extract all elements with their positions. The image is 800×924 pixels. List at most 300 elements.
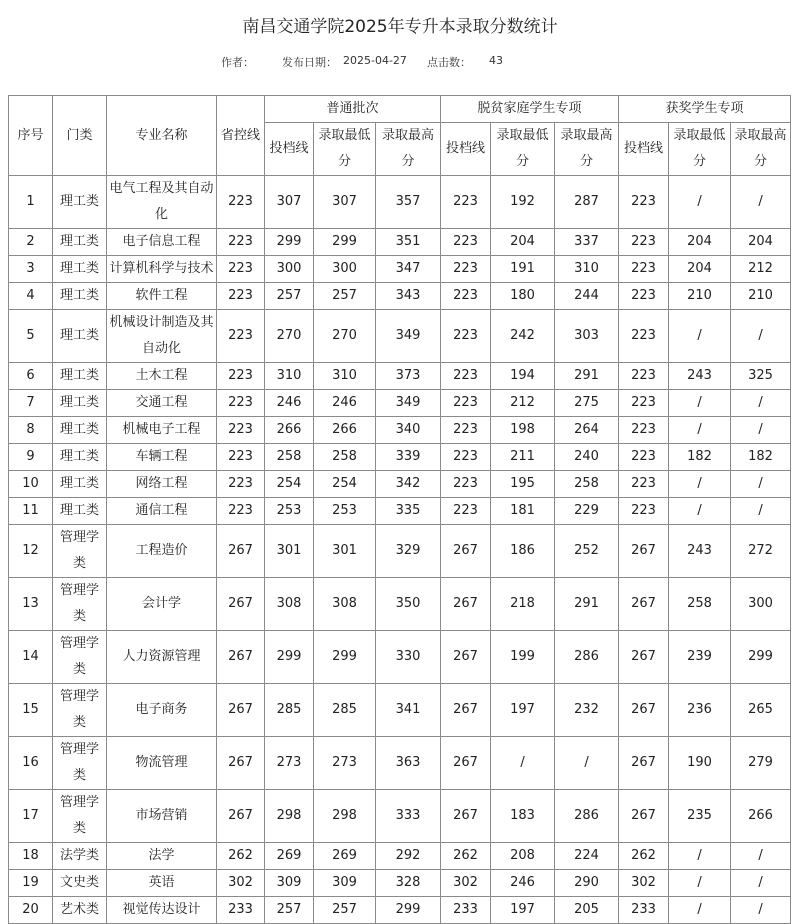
table-row [9, 525, 791, 578]
table-row [9, 578, 791, 631]
cell-poverty-max: 290 [555, 870, 619, 897]
cell-award-min: / [669, 310, 731, 363]
cell-regular-tdx: 300 [265, 256, 314, 283]
cell-award-max: / [731, 310, 791, 363]
cell-regular-min: 253 [314, 498, 376, 525]
cell-award-max: 300 [731, 578, 791, 631]
cell-award-tdx: 223 [619, 256, 669, 283]
cell-category: 理工类 [53, 176, 107, 229]
cell-control-line: 267 [217, 631, 265, 684]
cell-poverty-max: 205 [555, 897, 619, 924]
table-row [9, 444, 791, 471]
cell-major: 会计学 [107, 578, 217, 631]
cell-award-max: 279 [731, 737, 791, 790]
cell-category: 管理学类 [53, 631, 107, 684]
cell-major: 工程造价 [107, 525, 217, 578]
cell-regular-min: 257 [314, 283, 376, 310]
cell-poverty-tdx: 223 [441, 176, 491, 229]
cell-award-tdx: 223 [619, 310, 669, 363]
cell-poverty-min: 183 [491, 790, 555, 843]
cell-regular-max: 350 [376, 578, 441, 631]
cell-control-line: 223 [217, 471, 265, 498]
cell-major: 软件工程 [107, 283, 217, 310]
cell-award-max: / [731, 390, 791, 417]
cell-major: 物流管理 [107, 737, 217, 790]
cell-seq: 20 [9, 897, 53, 924]
header-category: 门类 [53, 96, 107, 176]
cell-award-tdx: 223 [619, 176, 669, 229]
cell-regular-min: 310 [314, 363, 376, 390]
cell-regular-max: 342 [376, 471, 441, 498]
cell-award-tdx: 267 [619, 737, 669, 790]
cell-category: 理工类 [53, 444, 107, 471]
cell-award-tdx: 223 [619, 363, 669, 390]
table-row [9, 870, 791, 897]
cell-award-tdx: 267 [619, 790, 669, 843]
cell-poverty-tdx: 223 [441, 390, 491, 417]
cell-poverty-min: 211 [491, 444, 555, 471]
cell-award-max: / [731, 897, 791, 924]
cell-category: 理工类 [53, 417, 107, 444]
cell-poverty-max: 291 [555, 578, 619, 631]
cell-award-min: / [669, 390, 731, 417]
cell-poverty-tdx: 223 [441, 283, 491, 310]
header-tdx: 投档线 [619, 123, 669, 176]
cell-poverty-max: 286 [555, 790, 619, 843]
cell-award-min: / [669, 471, 731, 498]
cell-poverty-max: 286 [555, 631, 619, 684]
cell-poverty-tdx: 267 [441, 631, 491, 684]
cell-regular-tdx: 266 [265, 417, 314, 444]
cell-control-line: 223 [217, 363, 265, 390]
cell-regular-max: 351 [376, 229, 441, 256]
author-label: 作者： [221, 56, 254, 69]
cell-category: 管理学类 [53, 525, 107, 578]
cell-poverty-max: 244 [555, 283, 619, 310]
cell-award-max: 210 [731, 283, 791, 310]
cell-control-line: 302 [217, 870, 265, 897]
cell-seq: 18 [9, 843, 53, 870]
table-row [9, 737, 791, 790]
cell-poverty-min: 186 [491, 525, 555, 578]
header-tdx: 投档线 [441, 123, 491, 176]
header-group-poverty: 脱贫家庭学生专项 [441, 96, 619, 123]
header-group-regular: 普通批次 [265, 96, 441, 123]
cell-award-max: 204 [731, 229, 791, 256]
cell-category: 管理学类 [53, 684, 107, 737]
cell-poverty-min: 194 [491, 363, 555, 390]
cell-award-max: / [731, 417, 791, 444]
cell-seq: 8 [9, 417, 53, 444]
cell-regular-min: 309 [314, 870, 376, 897]
cell-category: 理工类 [53, 283, 107, 310]
table-row [9, 843, 791, 870]
cell-award-tdx: 223 [619, 444, 669, 471]
cell-seq: 14 [9, 631, 53, 684]
cell-major: 土木工程 [107, 363, 217, 390]
cell-poverty-min: 198 [491, 417, 555, 444]
cell-control-line: 223 [217, 310, 265, 363]
cell-major: 人力资源管理 [107, 631, 217, 684]
cell-regular-max: 373 [376, 363, 441, 390]
cell-control-line: 223 [217, 176, 265, 229]
cell-regular-tdx: 257 [265, 283, 314, 310]
table-row [9, 176, 791, 229]
table-row [9, 790, 791, 843]
cell-poverty-tdx: 223 [441, 417, 491, 444]
cell-poverty-max: 310 [555, 256, 619, 283]
cell-category: 理工类 [53, 390, 107, 417]
cell-major: 机械电子工程 [107, 417, 217, 444]
cell-regular-tdx: 246 [265, 390, 314, 417]
cell-category: 管理学类 [53, 737, 107, 790]
header-max: 录取最高分 [555, 123, 619, 176]
cell-award-max: / [731, 498, 791, 525]
cell-category: 理工类 [53, 363, 107, 390]
cell-poverty-tdx: 267 [441, 737, 491, 790]
cell-seq: 10 [9, 471, 53, 498]
cell-award-max: / [731, 471, 791, 498]
table-row [9, 283, 791, 310]
cell-seq: 17 [9, 790, 53, 843]
cell-regular-max: 343 [376, 283, 441, 310]
cell-major: 车辆工程 [107, 444, 217, 471]
cell-seq: 13 [9, 578, 53, 631]
cell-award-max: 299 [731, 631, 791, 684]
cell-poverty-max: 287 [555, 176, 619, 229]
table-row [9, 417, 791, 444]
cell-award-tdx: 233 [619, 897, 669, 924]
cell-category: 管理学类 [53, 790, 107, 843]
cell-award-min: / [669, 176, 731, 229]
cell-poverty-max: 337 [555, 229, 619, 256]
header-min: 录取最低分 [491, 123, 555, 176]
cell-award-max: 325 [731, 363, 791, 390]
admission-score-table [8, 95, 791, 924]
cell-poverty-tdx: 267 [441, 525, 491, 578]
cell-regular-min: 299 [314, 229, 376, 256]
table-row [9, 256, 791, 283]
header-major: 专业名称 [107, 96, 217, 176]
cell-control-line: 223 [217, 229, 265, 256]
cell-major: 电子信息工程 [107, 229, 217, 256]
cell-regular-tdx: 298 [265, 790, 314, 843]
cell-award-min: 258 [669, 578, 731, 631]
cell-poverty-tdx: 302 [441, 870, 491, 897]
cell-regular-max: 292 [376, 843, 441, 870]
cell-control-line: 223 [217, 283, 265, 310]
cell-regular-tdx: 269 [265, 843, 314, 870]
cell-poverty-tdx: 233 [441, 897, 491, 924]
click-count: 43 [489, 54, 503, 67]
cell-poverty-min: / [491, 737, 555, 790]
cell-poverty-min: 204 [491, 229, 555, 256]
cell-poverty-min: 212 [491, 390, 555, 417]
cell-regular-tdx: 253 [265, 498, 314, 525]
cell-award-min: / [669, 897, 731, 924]
cell-major: 机械设计制造及其自动化 [107, 310, 217, 363]
cell-regular-min: 254 [314, 471, 376, 498]
cell-major: 计算机科学与技术 [107, 256, 217, 283]
cell-poverty-min: 208 [491, 843, 555, 870]
cell-poverty-tdx: 262 [441, 843, 491, 870]
cell-award-max: 212 [731, 256, 791, 283]
cell-regular-min: 273 [314, 737, 376, 790]
cell-regular-tdx: 285 [265, 684, 314, 737]
cell-award-min: 239 [669, 631, 731, 684]
cell-award-min: 190 [669, 737, 731, 790]
cell-control-line: 262 [217, 843, 265, 870]
cell-regular-tdx: 270 [265, 310, 314, 363]
cell-poverty-tdx: 267 [441, 578, 491, 631]
cell-major: 法学 [107, 843, 217, 870]
cell-award-min: 235 [669, 790, 731, 843]
header-max: 录取最高分 [731, 123, 791, 176]
cell-seq: 3 [9, 256, 53, 283]
cell-poverty-max: 264 [555, 417, 619, 444]
cell-poverty-tdx: 223 [441, 498, 491, 525]
cell-award-min: 182 [669, 444, 731, 471]
cell-category: 艺术类 [53, 897, 107, 924]
cell-poverty-min: 218 [491, 578, 555, 631]
table-row [9, 684, 791, 737]
cell-award-tdx: 267 [619, 578, 669, 631]
cell-seq: 7 [9, 390, 53, 417]
header-control-line: 省控线 [217, 96, 265, 176]
table-row [9, 498, 791, 525]
cell-major: 通信工程 [107, 498, 217, 525]
publish-date: 2025-04-27 [343, 54, 407, 67]
cell-poverty-min: 192 [491, 176, 555, 229]
cell-award-max: / [731, 843, 791, 870]
cell-category: 理工类 [53, 471, 107, 498]
cell-regular-max: 357 [376, 176, 441, 229]
table-row [9, 631, 791, 684]
cell-regular-tdx: 258 [265, 444, 314, 471]
cell-poverty-max: / [555, 737, 619, 790]
cell-control-line: 233 [217, 897, 265, 924]
cell-category: 法学类 [53, 843, 107, 870]
cell-regular-max: 349 [376, 390, 441, 417]
cell-award-min: / [669, 417, 731, 444]
cell-regular-min: 269 [314, 843, 376, 870]
cell-regular-max: 363 [376, 737, 441, 790]
cell-poverty-max: 303 [555, 310, 619, 363]
cell-major: 电子商务 [107, 684, 217, 737]
cell-poverty-min: 195 [491, 471, 555, 498]
cell-award-tdx: 262 [619, 843, 669, 870]
cell-category: 理工类 [53, 256, 107, 283]
cell-major: 视觉传达设计 [107, 897, 217, 924]
cell-award-tdx: 223 [619, 498, 669, 525]
cell-control-line: 223 [217, 256, 265, 283]
cell-award-tdx: 267 [619, 631, 669, 684]
cell-seq: 12 [9, 525, 53, 578]
cell-poverty-max: 275 [555, 390, 619, 417]
table-row [9, 310, 791, 363]
cell-award-min: / [669, 498, 731, 525]
cell-regular-tdx: 299 [265, 229, 314, 256]
cell-regular-max: 335 [376, 498, 441, 525]
cell-award-min: 204 [669, 256, 731, 283]
cell-major: 市场营销 [107, 790, 217, 843]
cell-poverty-max: 291 [555, 363, 619, 390]
cell-award-max: / [731, 176, 791, 229]
cell-award-min: 210 [669, 283, 731, 310]
cell-poverty-min: 242 [491, 310, 555, 363]
cell-award-max: 182 [731, 444, 791, 471]
cell-control-line: 223 [217, 444, 265, 471]
table-row [9, 390, 791, 417]
cell-regular-min: 301 [314, 525, 376, 578]
cell-award-tdx: 267 [619, 525, 669, 578]
cell-award-tdx: 223 [619, 229, 669, 256]
cell-seq: 2 [9, 229, 53, 256]
cell-poverty-min: 181 [491, 498, 555, 525]
cell-regular-min: 299 [314, 631, 376, 684]
cell-control-line: 223 [217, 390, 265, 417]
cell-seq: 1 [9, 176, 53, 229]
cell-regular-max: 347 [376, 256, 441, 283]
cell-regular-min: 308 [314, 578, 376, 631]
table-row [9, 471, 791, 498]
cell-regular-tdx: 299 [265, 631, 314, 684]
cell-seq: 16 [9, 737, 53, 790]
cell-award-tdx: 302 [619, 870, 669, 897]
cell-award-tdx: 223 [619, 283, 669, 310]
cell-poverty-tdx: 223 [441, 363, 491, 390]
cell-regular-max: 341 [376, 684, 441, 737]
cell-award-max: 272 [731, 525, 791, 578]
header-seq: 序号 [9, 96, 53, 176]
header-min: 录取最低分 [669, 123, 731, 176]
cell-major: 电气工程及其自动化 [107, 176, 217, 229]
clicks-label: 点击数： [427, 56, 471, 69]
cell-seq: 4 [9, 283, 53, 310]
cell-poverty-min: 197 [491, 684, 555, 737]
cell-control-line: 267 [217, 790, 265, 843]
cell-poverty-min: 246 [491, 870, 555, 897]
cell-regular-max: 299 [376, 897, 441, 924]
table-row [9, 897, 791, 924]
cell-category: 理工类 [53, 229, 107, 256]
cell-regular-tdx: 307 [265, 176, 314, 229]
cell-regular-min: 298 [314, 790, 376, 843]
cell-major: 英语 [107, 870, 217, 897]
header-group-award: 获奖学生专项 [619, 96, 791, 123]
cell-poverty-min: 197 [491, 897, 555, 924]
cell-poverty-max: 232 [555, 684, 619, 737]
cell-control-line: 223 [217, 417, 265, 444]
cell-regular-min: 246 [314, 390, 376, 417]
date-label: 发布日期： [282, 56, 337, 69]
cell-poverty-tdx: 223 [441, 471, 491, 498]
cell-award-min: 243 [669, 363, 731, 390]
page-title: 南昌交通学院2025年专升本录取分数统计 [242, 17, 558, 37]
cell-award-max: 266 [731, 790, 791, 843]
cell-regular-min: 258 [314, 444, 376, 471]
cell-poverty-tdx: 267 [441, 790, 491, 843]
cell-category: 文史类 [53, 870, 107, 897]
cell-award-min: 204 [669, 229, 731, 256]
cell-award-min: 236 [669, 684, 731, 737]
cell-award-min: / [669, 870, 731, 897]
cell-regular-min: 307 [314, 176, 376, 229]
cell-award-max: / [731, 870, 791, 897]
cell-regular-min: 266 [314, 417, 376, 444]
cell-regular-tdx: 309 [265, 870, 314, 897]
cell-control-line: 267 [217, 578, 265, 631]
cell-regular-tdx: 310 [265, 363, 314, 390]
cell-regular-max: 340 [376, 417, 441, 444]
cell-control-line: 223 [217, 498, 265, 525]
cell-category: 理工类 [53, 310, 107, 363]
cell-poverty-max: 258 [555, 471, 619, 498]
cell-regular-tdx: 273 [265, 737, 314, 790]
header-tdx: 投档线 [265, 123, 314, 176]
cell-seq: 9 [9, 444, 53, 471]
header-max: 录取最高分 [376, 123, 441, 176]
cell-regular-tdx: 257 [265, 897, 314, 924]
cell-seq: 11 [9, 498, 53, 525]
header-min: 录取最低分 [314, 123, 376, 176]
cell-regular-min: 270 [314, 310, 376, 363]
cell-regular-max: 339 [376, 444, 441, 471]
cell-award-min: 243 [669, 525, 731, 578]
table-row [9, 229, 791, 256]
cell-regular-min: 257 [314, 897, 376, 924]
cell-poverty-min: 191 [491, 256, 555, 283]
cell-category: 管理学类 [53, 578, 107, 631]
cell-regular-tdx: 301 [265, 525, 314, 578]
cell-award-tdx: 223 [619, 471, 669, 498]
cell-poverty-min: 199 [491, 631, 555, 684]
cell-poverty-tdx: 223 [441, 229, 491, 256]
cell-poverty-min: 180 [491, 283, 555, 310]
cell-poverty-max: 240 [555, 444, 619, 471]
cell-regular-tdx: 254 [265, 471, 314, 498]
cell-regular-tdx: 308 [265, 578, 314, 631]
cell-regular-max: 349 [376, 310, 441, 363]
cell-regular-max: 328 [376, 870, 441, 897]
cell-seq: 5 [9, 310, 53, 363]
cell-poverty-tdx: 267 [441, 684, 491, 737]
cell-control-line: 267 [217, 684, 265, 737]
cell-poverty-tdx: 223 [441, 310, 491, 363]
cell-award-max: 265 [731, 684, 791, 737]
cell-major: 网络工程 [107, 471, 217, 498]
cell-award-tdx: 267 [619, 684, 669, 737]
cell-regular-min: 300 [314, 256, 376, 283]
cell-major: 交通工程 [107, 390, 217, 417]
cell-control-line: 267 [217, 525, 265, 578]
cell-regular-min: 285 [314, 684, 376, 737]
cell-regular-max: 330 [376, 631, 441, 684]
cell-category: 理工类 [53, 498, 107, 525]
cell-poverty-max: 252 [555, 525, 619, 578]
cell-seq: 19 [9, 870, 53, 897]
cell-poverty-tdx: 223 [441, 444, 491, 471]
cell-poverty-max: 229 [555, 498, 619, 525]
table-row [9, 363, 791, 390]
cell-seq: 15 [9, 684, 53, 737]
cell-seq: 6 [9, 363, 53, 390]
cell-regular-max: 333 [376, 790, 441, 843]
cell-poverty-max: 224 [555, 843, 619, 870]
cell-award-min: / [669, 843, 731, 870]
cell-award-tdx: 223 [619, 390, 669, 417]
cell-regular-max: 329 [376, 525, 441, 578]
